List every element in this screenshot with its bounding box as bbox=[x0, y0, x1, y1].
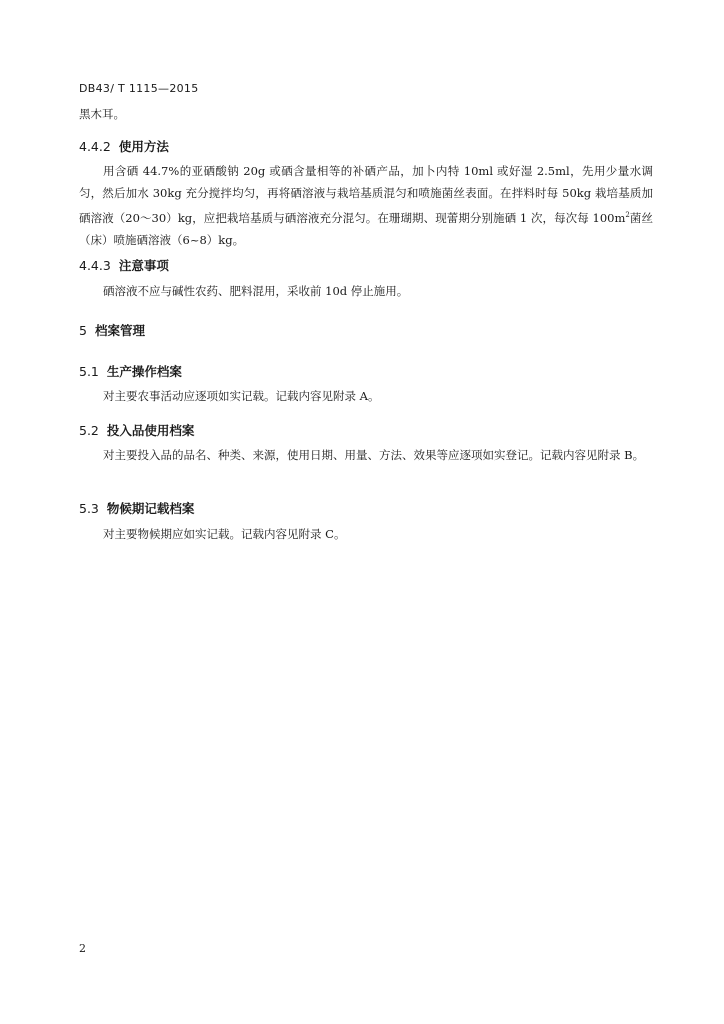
section-title: 注意事项 bbox=[118, 258, 169, 273]
superscript: 2 bbox=[625, 211, 630, 219]
section-4-4-2-paragraph bbox=[79, 160, 653, 251]
page-number: 2 bbox=[79, 942, 86, 955]
section-5-2-paragraph: 对主要投入品的品名、种类、来源，使用日期、用量、方法、效果等应逐项如实登记。记载内容见附录 B。 bbox=[103, 448, 645, 462]
section-title: 物候期记载档案 bbox=[106, 501, 195, 516]
section-5-3-heading bbox=[79, 499, 653, 517]
section-5-1-paragraph: 对主要农事活动应逐项如实记载。记载内容见附录 A。 bbox=[103, 389, 380, 403]
section-number: 4.4.2 bbox=[79, 139, 111, 154]
section-number: 5.2 bbox=[79, 423, 99, 438]
section-4-4-2-heading bbox=[79, 137, 653, 155]
section-title: 生产操作档案 bbox=[106, 364, 182, 379]
standard-code: DB43/ T 1115—2015 bbox=[79, 82, 199, 95]
continued-text: 黑木耳。 bbox=[79, 107, 125, 121]
section-5-1-heading bbox=[79, 362, 653, 380]
section-number: 5 bbox=[79, 323, 87, 338]
section-title: 档案管理 bbox=[94, 323, 145, 338]
paragraph-text-cont: 菌丝（床）喷施硒溶液（6~8）kg。 bbox=[79, 210, 653, 247]
section-4-4-3-paragraph: 硒溶液不应与碱性农药、肥料混用，采收前 10d 停止施用。 bbox=[103, 284, 409, 298]
section-5-heading bbox=[79, 321, 653, 339]
section-number: 5.3 bbox=[79, 501, 99, 516]
section-number: 5.1 bbox=[79, 364, 99, 379]
section-title: 使用方法 bbox=[118, 139, 169, 154]
section-number: 4.4.3 bbox=[79, 258, 111, 273]
section-5-3-paragraph: 对主要物候期应如实记载。记载内容见附录 C。 bbox=[103, 527, 346, 541]
paragraph-text: 用含硒 44.7%的亚硒酸钠 20g 或硒含量相等的补硒产品，加卜内特 10ml 或好湿 2.5ml，先用少量水调匀，然后加水 30kg 充分搅拌均匀，再将硒溶液与栽培基质混匀和喷施菌丝表面。在拌料时每 50kg 栽培基质加硒溶液（20～30）kg，应把栽培基质与硒溶液充分混匀。在珊瑚期、现蕾期分别施硒 1 次，每次每 100m bbox=[79, 164, 653, 225]
section-title: 投入品使用档案 bbox=[106, 423, 195, 438]
section-4-4-3-heading bbox=[79, 256, 653, 274]
section-5-2-heading bbox=[79, 421, 653, 439]
